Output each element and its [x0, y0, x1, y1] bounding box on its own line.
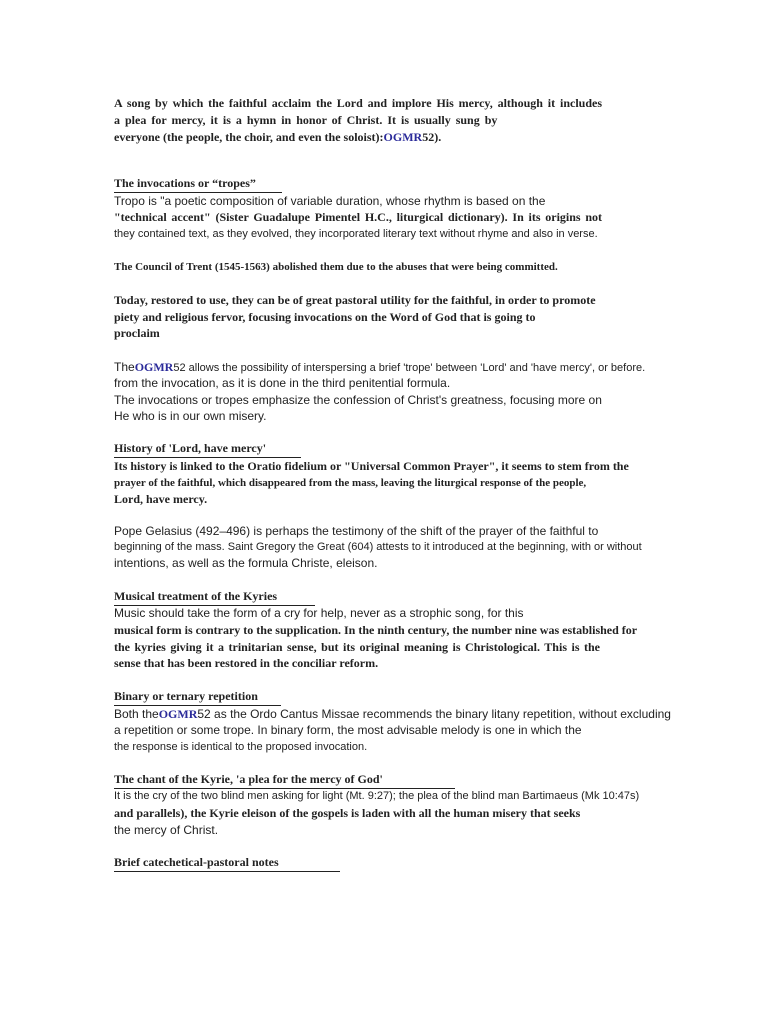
intro-ref: 52).	[422, 130, 442, 144]
musical-line-1: Music should take the form of a cry for help, never as a strophic song, for this	[114, 606, 524, 620]
binary-prefix: Both the	[114, 707, 159, 721]
section-heading-tropes: The invocations or “tropes”	[114, 176, 282, 193]
today-line-3: proclaim	[114, 326, 160, 340]
tropes-line-3: they contained text, as they evolved, they incorporated literary text without rhyme and also in verse.	[114, 228, 598, 240]
section-heading-musical: Musical treatment of the Kyries	[114, 589, 315, 606]
section-heading-chant: The chant of the Kyrie, 'a plea for the mercy of God'	[114, 772, 455, 789]
section-heading-binary: Binary or ternary repetition	[114, 689, 281, 706]
gelasius-line-3: intentions, as well as the formula Christe, eleison.	[114, 556, 378, 570]
ogmr-text: 52 allows the possibility of interspersing a brief 'trope' between 'Lord' and 'have mercy', or before.	[173, 362, 646, 374]
ogmr-link[interactable]: OGMR	[158, 707, 198, 721]
history-line-3: Lord, have mercy.	[114, 492, 208, 506]
intro-line-1: A song by which the faithful acclaim the Lord and implore His mercy, although it includes	[114, 96, 602, 110]
ogmr-line-2: from the invocation, as it is done in the third penitential formula.	[114, 376, 451, 390]
binary-line-2: a repetition or some trope. In binary form, the most advisable melody is one in which the	[114, 723, 582, 737]
binary-text: 52 as the Ordo Cantus Missae recommends the binary litany repetition, without excluding	[197, 707, 671, 721]
intro-line-2: a plea for mercy, it is a hymn in honor of Christ. It is usually sung by	[114, 113, 498, 127]
gelasius-line-2: beginning of the mass. Saint Gregory the Great (604) attests to it introduced at the beginning, with or without	[114, 541, 642, 553]
binary-line-3: the response is identical to the proposed invocation.	[114, 741, 368, 753]
section-heading-history: History of 'Lord, have mercy'	[114, 441, 301, 458]
history-line-1: Its history is linked to the Oratio fidelium or "Universal Common Prayer", it seems to stem from the	[114, 459, 629, 473]
emphasize-line-2: He who is in our own misery.	[114, 409, 267, 423]
musical-line-4: sense that has been restored in the conciliar reform.	[114, 656, 379, 670]
chant-line-3: the mercy of Christ.	[114, 823, 219, 837]
history-line-2: prayer of the faithful, which disappeared from the mass, leaving the liturgical response of the people,	[114, 477, 587, 489]
ogmr-link[interactable]: OGMR	[134, 360, 174, 374]
ogmr-link[interactable]: OGMR	[383, 130, 423, 144]
council-of-trent-line: The Council of Trent (1545-1563) abolished them due to the abuses that were being committed.	[114, 261, 558, 273]
tropes-line-2: "technical accent" (Sister Guadalupe Pimentel H.C., liturgical dictionary). In its origins not	[114, 210, 602, 224]
ogmr-line-1	[114, 359, 645, 376]
today-line-1: Today, restored to use, they can be of great pastoral utility for the faithful, in order to promote	[114, 293, 596, 307]
intro-text: everyone (the people, the choir, and even the soloist):	[114, 130, 384, 144]
today-line-2: piety and religious fervor, focusing invocations on the Word of God that is going to	[114, 310, 536, 324]
musical-line-3: the kyries giving it a trinitarian sense, but its original meaning is Christological. This is the	[114, 640, 600, 654]
intro-line-3	[114, 129, 441, 145]
chant-line-2: and parallels), the Kyrie eleison of the gospels is laden with all the human misery that seeks	[114, 806, 581, 820]
gelasius-line-1: Pope Gelasius (492–496) is perhaps the testimony of the shift of the prayer of the faithful to	[114, 524, 599, 538]
tropes-line-1: Tropo is "a poetic composition of variable duration, whose rhythm is based on the	[114, 194, 546, 208]
binary-line-1	[114, 706, 671, 722]
musical-line-2: musical form is contrary to the supplication. In the ninth century, the number nine was established for	[114, 623, 638, 637]
ogmr-prefix: The	[114, 360, 135, 374]
chant-line-1: It is the cry of the two blind men asking for light (Mt. 9:27); the plea of the blind man Bartimaeus (Mk 10:47s)	[114, 790, 640, 802]
section-heading-notes: Brief catechetical-pastoral notes	[114, 855, 340, 872]
emphasize-line-1: The invocations or tropes emphasize the confession of Christ's greatness, focusing more on	[114, 393, 602, 407]
